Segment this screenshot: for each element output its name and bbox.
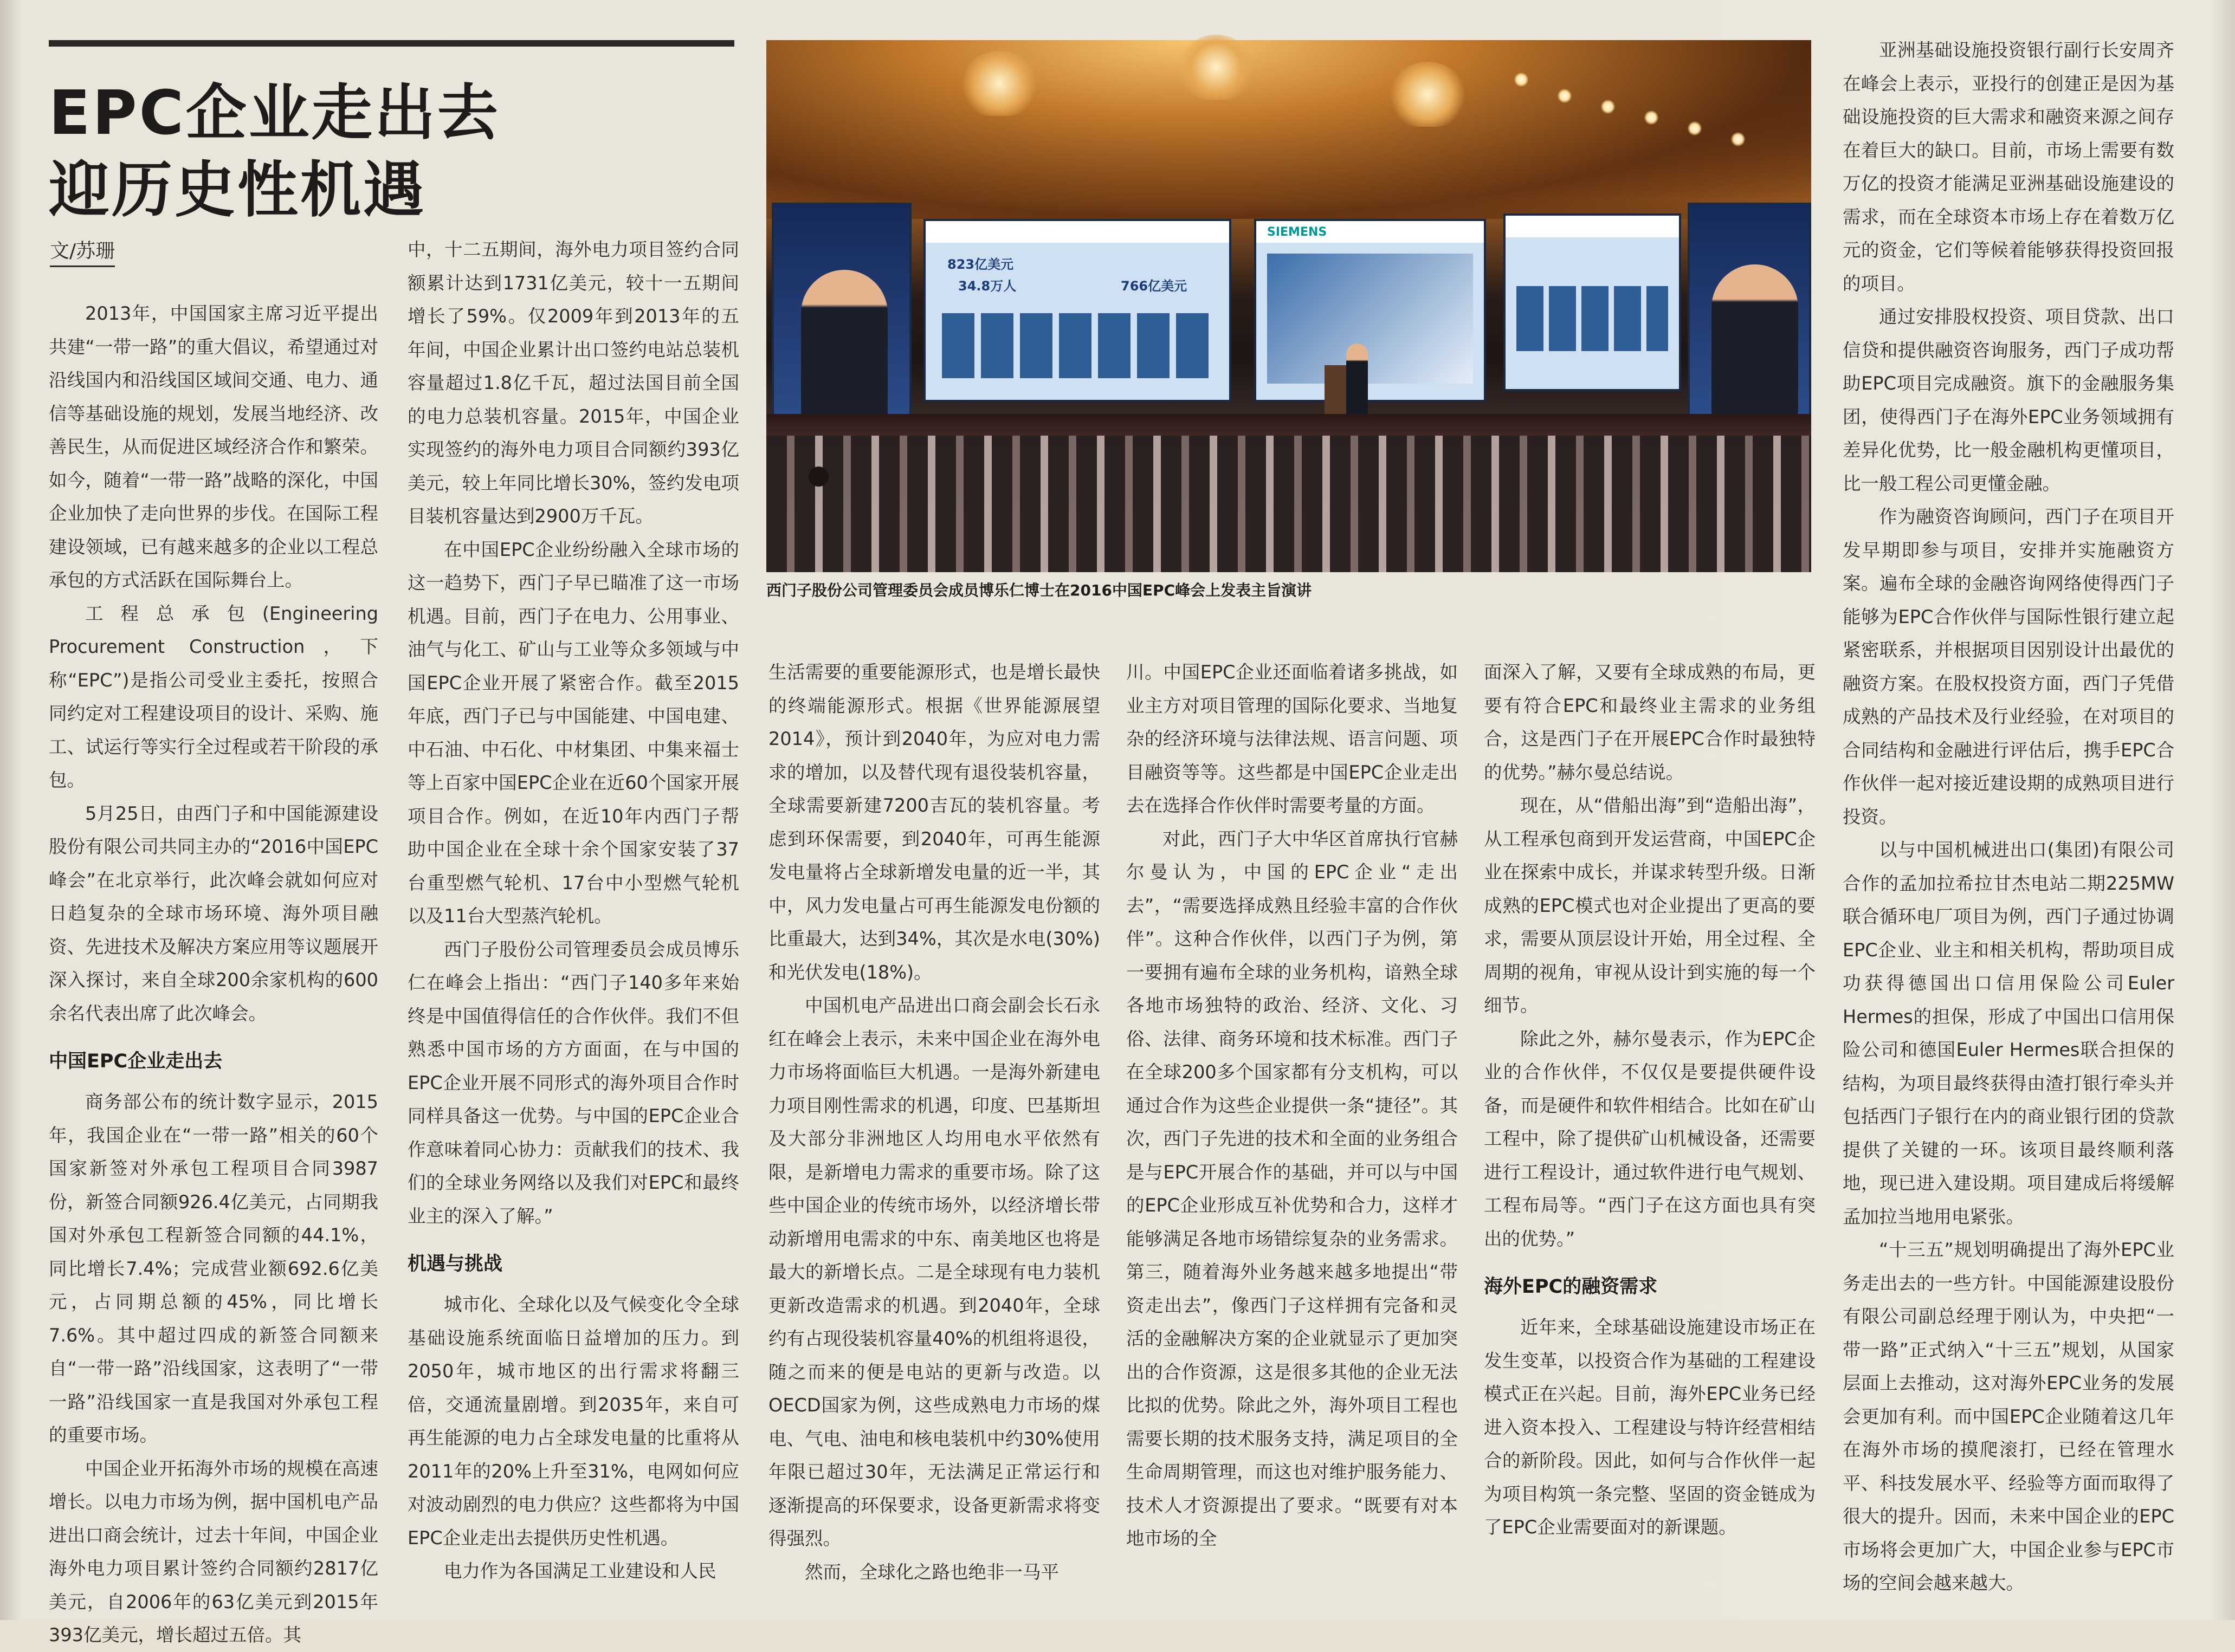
paragraph: 城市化、全球化以及气候变化令全球基础设施系统面临日益增加的压力。到2050年，城市地区的出行需求将翻三倍，交通流量剧增。到2035年，来自可再生能源的电力占全球发电量的比重将从2011年的20%上升至31%，电网如何应对波动剧烈的电力供应？这些都将为中国EPC企业走出去提供历史性机遇。 (408, 1294, 739, 1549)
paragraph: 作为融资咨询顾问，西门子在项目开发早期即参与项目，安排并实施融资方案。遍布全球的金融咨询网络使得西门子能够为EPC合作伙伴与国际性银行建立起紧密联系，并根据项目因别设计出最优的融资方案。在股权投资方面，西门子凭借成熟的产品技术及行业经验，在对项目的合同结构和金融进行评估后，携手EPC合作伙伴一起对接近建设期的成熟项目进行投资。 (1843, 506, 2174, 827)
paragraph: 亚洲基础设施投资银行副行长安周齐在峰会上表示，亚投行的创建正是因为基础设施投资的巨大需求和融资来源之间存在着巨大的缺口。目前，市场上需要有数万亿的投资才能满足亚洲基础设施建设的需求，而在全球资本市场上存在着数万亿元的资金，它们等候着能够获得投资回报的项目。 (1843, 40, 2174, 294)
speaker-on-screen (1711, 264, 1798, 422)
right-video-screen (1688, 203, 1811, 424)
section-heading: 海外EPC的融资需求 (1484, 1276, 1658, 1298)
paragraph: 5月25日，由西门子和中国能源建设股份有限公司共同主办的“2016中国EPC峰会”在北京举行，此次峰会就如何应对日趋复杂的全球市场环境、海外项目融资、先进技术及解决方案应用等议题展开深入探讨，来自全球200余家机构的600余名代表出席了此次峰会。 (49, 802, 378, 1024)
paragraph: 工程总承包(Engineering Procurement Construction，下称“EPC”)是指公司受业主委托，按照合同约定对工程建设项目的设计、采购、施工、试运行等实行全过程或若干阶段的承包。 (49, 603, 378, 791)
photo-caption: 西门子股份公司管理委员会成员博乐仁博士在2016中国EPC峰会上发表主旨演讲 (766, 581, 1312, 599)
spotlight (1558, 89, 1572, 103)
slide-stat: 34.8万人 (958, 278, 1017, 294)
slide-stat: 766亿美元 (1121, 278, 1187, 294)
paragraph: 2013年，中国国家主席习近平提出共建“一带一路”的重大倡议，希望通过对沿线国内和沿线国区域间交通、电力、通信等基础设施的规划，发展当地经济、改善民生，从而促进区域经济合作和繁荣。如今，随着“一带一路”战略的深化，中国企业加快了走向世界的步伐。在国际工程建设领域，已有越来越多的企业以工程总承包的方式活跃在国际舞台上。 (49, 303, 378, 591)
paragraph: 面深入了解，又要有全球成熟的布局，更要有符合EPC和最终业主需求的业务组合，这是西门子在开展EPC合作时最独特的优势。”赫尔曼总结说。 (1484, 662, 1816, 783)
paragraph: 生活需要的重要能源形式，也是增长最快的终端能源形式。根据《世界能源展望2014》，预计到2040年，为应对电力需求的增加，以及替代现有退役装机容量，全球需要新建7200吉瓦的装机容量。考虑到环保需要，到2040年，可再生能源发电量将占全球新增发电量的近一半，其中，风力发电量占可再生能源发电份额的比重最大，达到34%，其次是水电(30%)和光伏发电(18%)。 (768, 662, 1100, 983)
chandelier (1178, 35, 1254, 100)
headline-line-1: EPC企业走出去 (49, 78, 500, 148)
paragraph: 电力作为各国满足工业建设和人民 (444, 1560, 716, 1582)
chandelier (1390, 62, 1465, 127)
section-heading: 中国EPC企业走出去 (49, 1051, 223, 1072)
column-3 (768, 656, 1100, 1582)
slide-thumbnails (1516, 286, 1668, 351)
paragraph: 近年来，全球基础设施建设市场正在发生变革，以投资合作为基础的工程建设模式正在兴起。目前，海外EPC业务已经进入资本投入、工程建设与特许经营相结合的新阶段。因此，如何与合作伙伴一起为项目构筑一条完整、坚固的资金链成为了EPC企业需要面对的新课题。 (1484, 1317, 1816, 1538)
chandelier (961, 51, 1037, 116)
column-5 (1484, 656, 1816, 1582)
main-slide-screen (923, 219, 1231, 402)
column-4 (1126, 656, 1458, 1582)
paragraph: 中，十二五期间，海外电力项目签约合同额累计达到1731亿美元，较十一五期间增长了59%。仅2009年到2013年的五年间，中国企业累计出口签约电站总装机容量超过1.8亿千瓦，超过法国目前全国的电力总装机容量。2015年，中国企业实现签约的海外电力项目合同额约393亿美元，较上年同比增长30%，签约发电项目装机容量达到2900万千瓦。 (408, 239, 739, 527)
column-2 (408, 233, 739, 1581)
conference-photo (766, 40, 1811, 572)
headline-line-2: 迎历史性机遇 (49, 155, 426, 225)
podium (1325, 365, 1346, 419)
ceiling-lights (766, 40, 1811, 219)
center-slide-screen (1254, 219, 1486, 402)
slide-thumbnails (942, 313, 1213, 378)
paragraph: 除此之外，赫尔曼表示，作为EPC企业的合作伙伴，不仅仅是要提供硬件设备，而是硬件和软件相结合。比如在矿山工程中，除了提供矿山机械设备，还需要进行工程设计，通过软件进行电气规划、工程布局等。“西门子在这方面也具有突出的优势。” (1484, 1028, 1816, 1249)
slide-graphic (1267, 254, 1473, 384)
paragraph: 以与中国机械进出口(集团)有限公司合作的孟加拉希拉甘杰电站二期225MW联合循环电厂项目为例，西门子通过协调EPC企业、业主和相关机构，帮助项目成功获得德国出口信用保险公司Euler Hermes的担保，形成了中国出口信用保险公司和德国Euler Hermes联合担保的结构，为项目最终获得由渣打银行牵头并包括西门子银行在内的商业银行团的贷款提供了关键的一环。该项目最终顺利落地，现已进入建设期。项目建成后将缓解孟加拉当地用电紧张。 (1843, 839, 2174, 1227)
paragraph: 中国企业开拓海外市场的规模在高速增长。以电力市场为例，据中国机电产品进出口商会统计，过去十年间，中国企业海外电力项目累计签约合同额约2817亿美元，自2006年的63亿美元到2015年393亿美元，增长超过五倍。其 (49, 1457, 378, 1645)
paragraph: 中国机电产品进出口商会副会长石永红在峰会上表示，未来中国企业在海外电力市场将面临巨大机遇。一是海外新建电力项目刚性需求的机遇，印度、巴基斯坦及大部分非洲地区人均用电水平依然有限，是新增电力需求的重要市场。除了这些中国企业的传统市场外，以经济增长带动新增用电需求的中东、南美地区也将是最大的新增长点。二是全球现有电力装机更新改造需求的机遇。到2040年，全球约有占现役装机容量40%的机组将退役，随之而来的便是电站的更新与改造。以OECD国家为例，这些成熟电力市场的煤电、气电、油电和核电装机中约30%使用年限已超过30年，无法满足正常运行和逐渐提高的环保要求，设备更新需求将变得强烈。 (768, 995, 1100, 1549)
paragraph: 然而，全球化之路也绝非一马平 (805, 1561, 1059, 1583)
byline: 文/苏珊 (50, 239, 115, 267)
spotlight (1731, 132, 1745, 146)
left-video-screen (772, 203, 912, 435)
paragraph: 对此，西门子大中华区首席执行官赫尔曼认为，中国的EPC企业“走出去”，“需要选择成熟且经验丰富的合作伙伴”。这种合作伙伴，以西门子为例，第一要拥有遍布全球的业务机构，谙熟全球各地市场独特的政治、经济、文化、习俗、法律、商务环境和技术标准。西门子在全球200多个国家都有分支机构，可以通过合作为这些企业提供一条“捷径”。其次，西门子先进的技术和全面的业务组合是与EPC开展合作的基础，并可以与中国的EPC企业形成互补优势和合力，这样才能够满足各地市场错综复杂的业务需求。第三，随着海外业务越来越多地提出“带资走出去”，像西门子这样拥有完备和灵活的金融解决方案的企业就显示了更加突出的合作资源，这是很多其他的企业无法比拟的优势。除此之外，海外项目工程也需要长期的技术服务支持，满足项目的全生命周期管理，而这也对维护服务能力、技术人才资源提出了要求。“既要有对本地市场的全 (1126, 828, 1458, 1549)
paragraph: 商务部公布的统计数字显示，2015年，我国企业在“一带一路”相关的60个国家新签对外承包工程项目合同3987份，新签合同额926.4亿美元，占同期我国对外承包工程新签合同额的44.1%，同比增长7.4%；完成营业额692.6亿美元，占同期总额的45%，同比增长7.6%。其中超过四成的新签合同额来自“一带一路”沿线国家，这表明了“一带一路”沿线国家一直是我国对外承包工程的重要市场。 (49, 1091, 378, 1446)
paragraph: 西门子股份公司管理委员会成员博乐仁在峰会上指出：“西门子140多年来始终是中国值得信任的合作伙伴。我们不但熟悉中国市场的方方面面，在与中国的EPC企业开展不同形式的海外项目合作时同样具备这一优势。与中国的EPC企业合作意味着同心协力：贡献我们的技术、我们的全球业务网络以及我们对EPC和最终业主的深入了解。” (408, 938, 739, 1227)
right-slide-screen (1503, 213, 1681, 391)
speaker-on-screen (801, 270, 888, 427)
section-heading: 机遇与挑战 (408, 1253, 503, 1275)
spotlight (1644, 111, 1658, 125)
headline-rule (49, 40, 734, 47)
slide-logo: SIEMENS (1267, 225, 1327, 239)
paragraph: 在中国EPC企业纷纷融入全球市场的这一趋势下，西门子早已瞄准了这一市场机遇。目前，西门子在电力、公用事业、油气与化工、矿山与工业等众多领域与中国EPC企业开展了紧密合作。截至2015年底，西门子已与中国能建、中国电建、中石油、中石化、中材集团、中集来福士等上百家中国EPC企业在近60个国家开展项目合作。例如，在近10年内西门子帮助中国企业在全球十余个国家安装了37台重型燃气轮机、17台中小型燃气轮机以及11台大型蒸汽轮机。 (408, 539, 739, 927)
spotlight (1688, 121, 1702, 135)
spotlight (1601, 100, 1615, 114)
column-1 (49, 297, 378, 1645)
speaker-on-stage (1346, 344, 1368, 425)
spotlight (1514, 73, 1528, 87)
paragraph: “十三五”规划明确提出了海外EPC业务走出去的一些方针。中国能源建设股份有限公司副总经理于刚认为，中央把“一带一路”正式纳入“十三五”规划，从国家层面上去推动，这对海外EPC业务的发展会更加有利。而中国EPC企业随着这几年在海外市场的摸爬滚打，已经在管理水平、科技发展水平、经验等方面而取得了很大的提升。因而，未来中国企业的EPC市场将会更加广大，中国企业参与EPC市场的空间会越来越大。 (1843, 1239, 2174, 1593)
paragraph: 通过安排股权投资、项目贷款、出口信贷和提供融资咨询服务，西门子成功帮助EPC项目完成融资。旗下的金融服务集团，使得西门子在海外EPC业务领域拥有差异化优势，比一般金融机构更懂项目，比一般工程公司更懂金融。 (1843, 306, 2174, 494)
column-6 (1843, 34, 2174, 1593)
paragraph: 川。中国EPC企业还面临着诸多挑战，如业主方对项目管理的国际化要求、当地复杂的经济环境与法律法规、语言问题、项目融资等等。这些都是中国EPC企业走出去在选择合作伙伴时需要考量的方面。 (1126, 662, 1458, 816)
paragraph: 现在，从“借船出海”到“造船出海”，从工程承包商到开发运营商，中国EPC企业在探索中成长，并谋求转型升级。日渐成熟的EPC模式也对企业提出了更高的要求，需要从顶层设计开始，用全过程、全周期的视角，审视从设计到实施的每一个细节。 (1484, 795, 1816, 1016)
headline (49, 75, 732, 229)
audience (766, 436, 1811, 572)
slide-stat: 823亿美元 (947, 257, 1014, 272)
